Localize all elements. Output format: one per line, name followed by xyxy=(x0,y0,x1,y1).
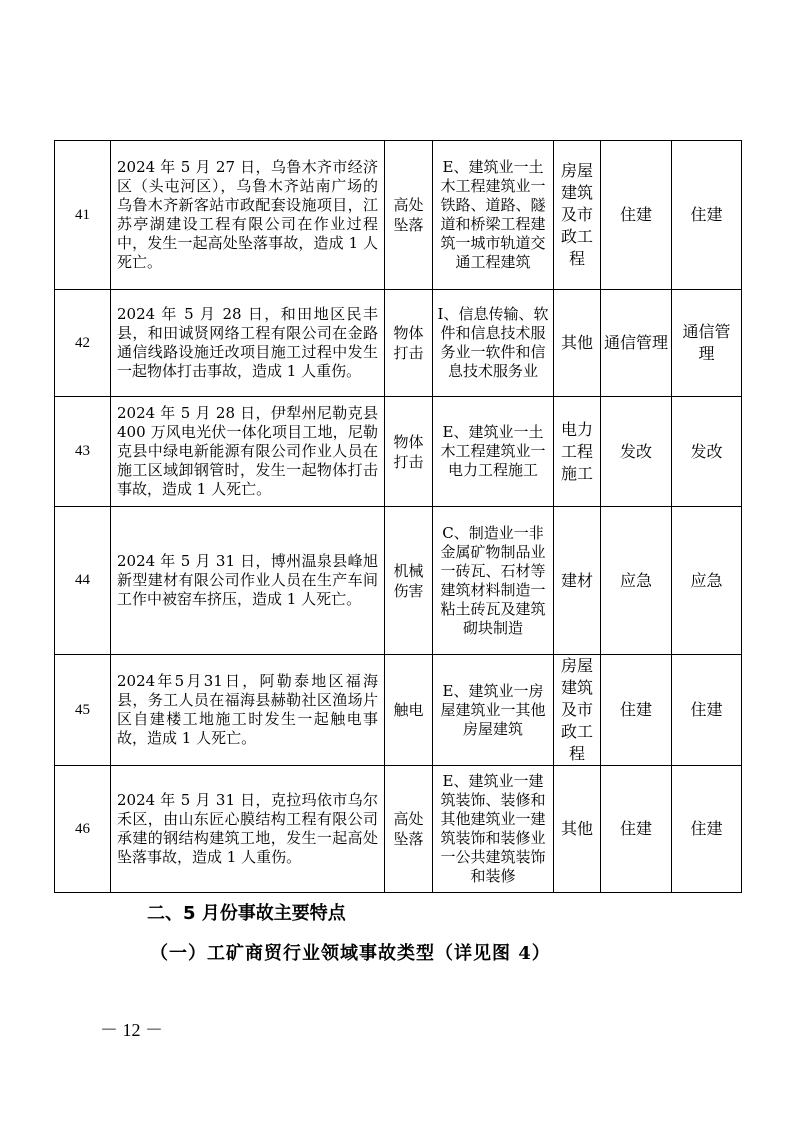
accident-description: 2024 年 5 月 28 日，伊犁州尼勒克县 400 万风电光伏一体化项目工地，尼勒克县中绿电新能源有限公司作业人员在施工区域卸钢管时，发生一起物体打击事故，造成 1 人死亡。 xyxy=(111,397,385,507)
accident-type: 高处坠落 xyxy=(385,141,433,290)
table-row xyxy=(55,141,742,290)
industry-classification: E、建筑业一建筑装饰、装修和其他建筑业一建筑装饰和装修业一公共建筑装饰和装修 xyxy=(433,766,554,893)
supervising-department: 通信管理 xyxy=(672,290,742,397)
industry-category: 房屋建筑及市政工程 xyxy=(554,655,601,766)
row-number: 46 xyxy=(55,766,111,893)
accident-type: 触电 xyxy=(385,655,433,766)
row-number: 42 xyxy=(55,290,111,397)
industry-category: 电力工程施工 xyxy=(554,397,601,507)
responsible-department: 应急 xyxy=(601,507,672,655)
industry-classification: C、制造业一非金属矿物制品业一砖瓦、石材等建筑材料制造一粘土砖瓦及建筑砌块制造 xyxy=(433,507,554,655)
industry-classification: E、建筑业一土木工程建筑业一电力工程施工 xyxy=(433,397,554,507)
table-row xyxy=(55,397,742,507)
table-row xyxy=(55,766,742,893)
accident-table xyxy=(54,140,742,893)
accident-description: 2024年5月31日，阿勒泰地区福海县，务工人员在福海县赫勒社区渔场片区自建楼工地施工时发生一起触电事故，造成 1 人死亡。 xyxy=(111,655,385,766)
accident-type: 机械伤害 xyxy=(385,507,433,655)
row-number: 41 xyxy=(55,141,111,290)
industry-classification: E、建筑业一房屋建筑业一其他房屋建筑 xyxy=(433,655,554,766)
supervising-department: 住建 xyxy=(672,141,742,290)
row-number: 44 xyxy=(55,507,111,655)
supervising-department: 发改 xyxy=(672,397,742,507)
responsible-department: 发改 xyxy=(601,397,672,507)
table-row xyxy=(55,290,742,397)
industry-classification: E、建筑业一土木工程建筑业一铁路、道路、隧道和桥梁工程建筑一城市轨道交通工程建筑 xyxy=(433,141,554,290)
responsible-department: 住建 xyxy=(601,766,672,893)
industry-category: 房屋建筑及市政工程 xyxy=(554,141,601,290)
supervising-department: 应急 xyxy=(672,507,742,655)
accident-description: 2024 年 5 月 27 日，乌鲁木齐市经济区（头屯河区），乌鲁木齐站南广场的乌鲁木齐新客站市政配套设施项目，江苏亭湖建设工程有限公司在作业过程中，发生一起高处坠落事故，造成 1 人死亡。 xyxy=(111,141,385,290)
accident-type: 物体打击 xyxy=(385,290,433,397)
industry-category: 建材 xyxy=(554,507,601,655)
accident-description: 2024 年 5 月 28 日，和田地区民丰县，和田诚贤网络工程有限公司在金路通信线路设施迁改项目施工过程中发生一起物体打击事故，造成 1 人重伤。 xyxy=(111,290,385,397)
row-number: 45 xyxy=(55,655,111,766)
accident-description: 2024 年 5 月 31 日，博州温泉县峰旭新型建材有限公司作业人员在生产车间工作中被窑车挤压，造成 1 人死亡。 xyxy=(111,507,385,655)
industry-category: 其他 xyxy=(554,290,601,397)
accident-type: 物体打击 xyxy=(385,397,433,507)
sub-heading: （一）工矿商贸行业领域事故类型（详见图 4） xyxy=(150,943,551,964)
responsible-department: 住建 xyxy=(601,141,672,290)
table-row xyxy=(55,655,742,766)
responsible-department: 住建 xyxy=(601,655,672,766)
responsible-department: 通信管理 xyxy=(601,290,672,397)
section-heading: 二、5 月份事故主要特点 xyxy=(147,903,346,924)
page-number: － 12 － xyxy=(100,1020,163,1040)
accident-type: 高处坠落 xyxy=(385,766,433,893)
supervising-department: 住建 xyxy=(672,655,742,766)
row-number: 43 xyxy=(55,397,111,507)
industry-classification: I、信息传输、软件和信息技术服务业一软件和信息技术服务业 xyxy=(433,290,554,397)
supervising-department: 住建 xyxy=(672,766,742,893)
table-row xyxy=(55,507,742,655)
industry-category: 其他 xyxy=(554,766,601,893)
accident-description: 2024 年 5 月 31 日，克拉玛依市乌尔禾区，由山东匠心膜结构工程有限公司承建的钢结构建筑工地，发生一起高处坠落事故，造成 1 人重伤。 xyxy=(111,766,385,893)
